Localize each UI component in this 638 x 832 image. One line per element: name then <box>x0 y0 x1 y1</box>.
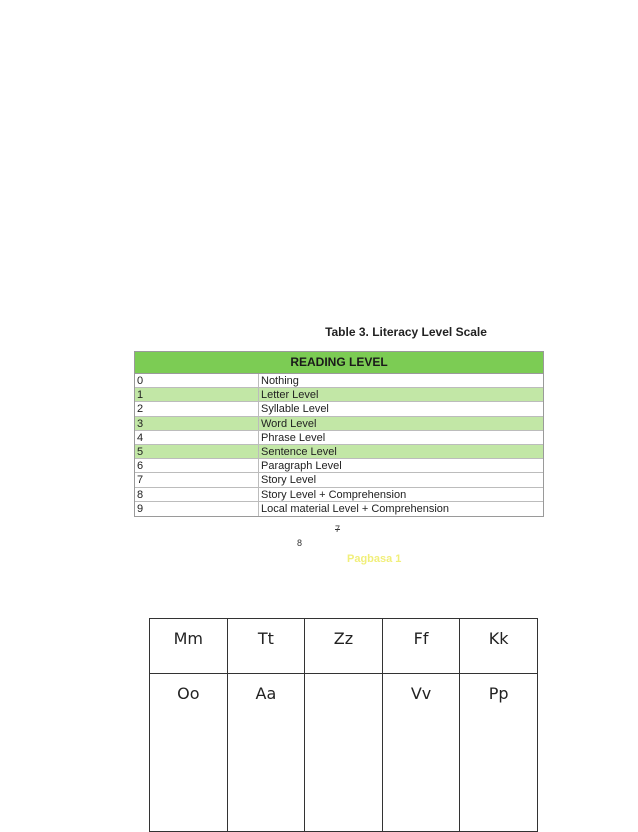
letter-row <box>150 674 538 832</box>
level-number: 6 <box>135 459 259 472</box>
level-label: Letter Level <box>261 389 319 402</box>
table-row <box>135 402 543 416</box>
letter-cell: Kk <box>460 619 538 674</box>
level-number: 1 <box>135 388 259 401</box>
table-title: Table 3. Literacy Level Scale <box>325 325 487 339</box>
level-label: Phrase Level <box>261 431 326 444</box>
letter-cell: Vv <box>382 674 460 832</box>
letter-cell: Aa <box>227 674 305 832</box>
level-label: Nothing <box>261 375 299 387</box>
level-number: 8 <box>135 488 259 501</box>
level-number: 5 <box>135 445 259 458</box>
level-number: 4 <box>135 431 259 444</box>
letter-cell: Zz <box>305 619 383 674</box>
page-number-seven: 7 <box>335 524 341 534</box>
level-label: Paragraph Level <box>261 460 342 473</box>
table-row <box>135 431 543 445</box>
letter-cell <box>305 674 383 832</box>
table-row <box>135 374 543 388</box>
level-label: Word Level <box>261 417 317 430</box>
letter-cell: Oo <box>150 674 228 832</box>
letter-grid <box>149 618 538 832</box>
table-row <box>135 445 543 459</box>
letter-cell: Ff <box>382 619 460 674</box>
table-row <box>135 459 543 473</box>
level-number: 2 <box>135 402 259 415</box>
table-row <box>135 388 543 402</box>
level-number: 9 <box>135 502 259 516</box>
level-number: 0 <box>135 374 259 387</box>
table-row <box>135 417 543 431</box>
page-number-eight: 8 <box>297 538 303 548</box>
letter-cell: Mm <box>150 619 228 674</box>
level-label: Sentence Level <box>261 445 337 458</box>
literacy-level-table <box>134 351 544 517</box>
table-row <box>135 502 543 516</box>
table-row <box>135 473 543 487</box>
letter-cell: Tt <box>227 619 305 674</box>
level-label: Local material Level + Comprehension <box>261 502 450 515</box>
letter-cell: Pp <box>460 674 538 832</box>
lesson-label: Pagbasa 1 <box>347 553 402 565</box>
reading-level-header: READING LEVEL <box>135 352 543 374</box>
level-label: Story Level <box>261 474 317 487</box>
level-number: 7 <box>135 473 259 486</box>
table-row <box>135 488 543 502</box>
level-label: Syllable Level <box>261 403 329 416</box>
level-label: Story Level + Comprehension <box>261 488 407 501</box>
level-number: 3 <box>135 417 259 430</box>
letter-row <box>150 619 538 674</box>
